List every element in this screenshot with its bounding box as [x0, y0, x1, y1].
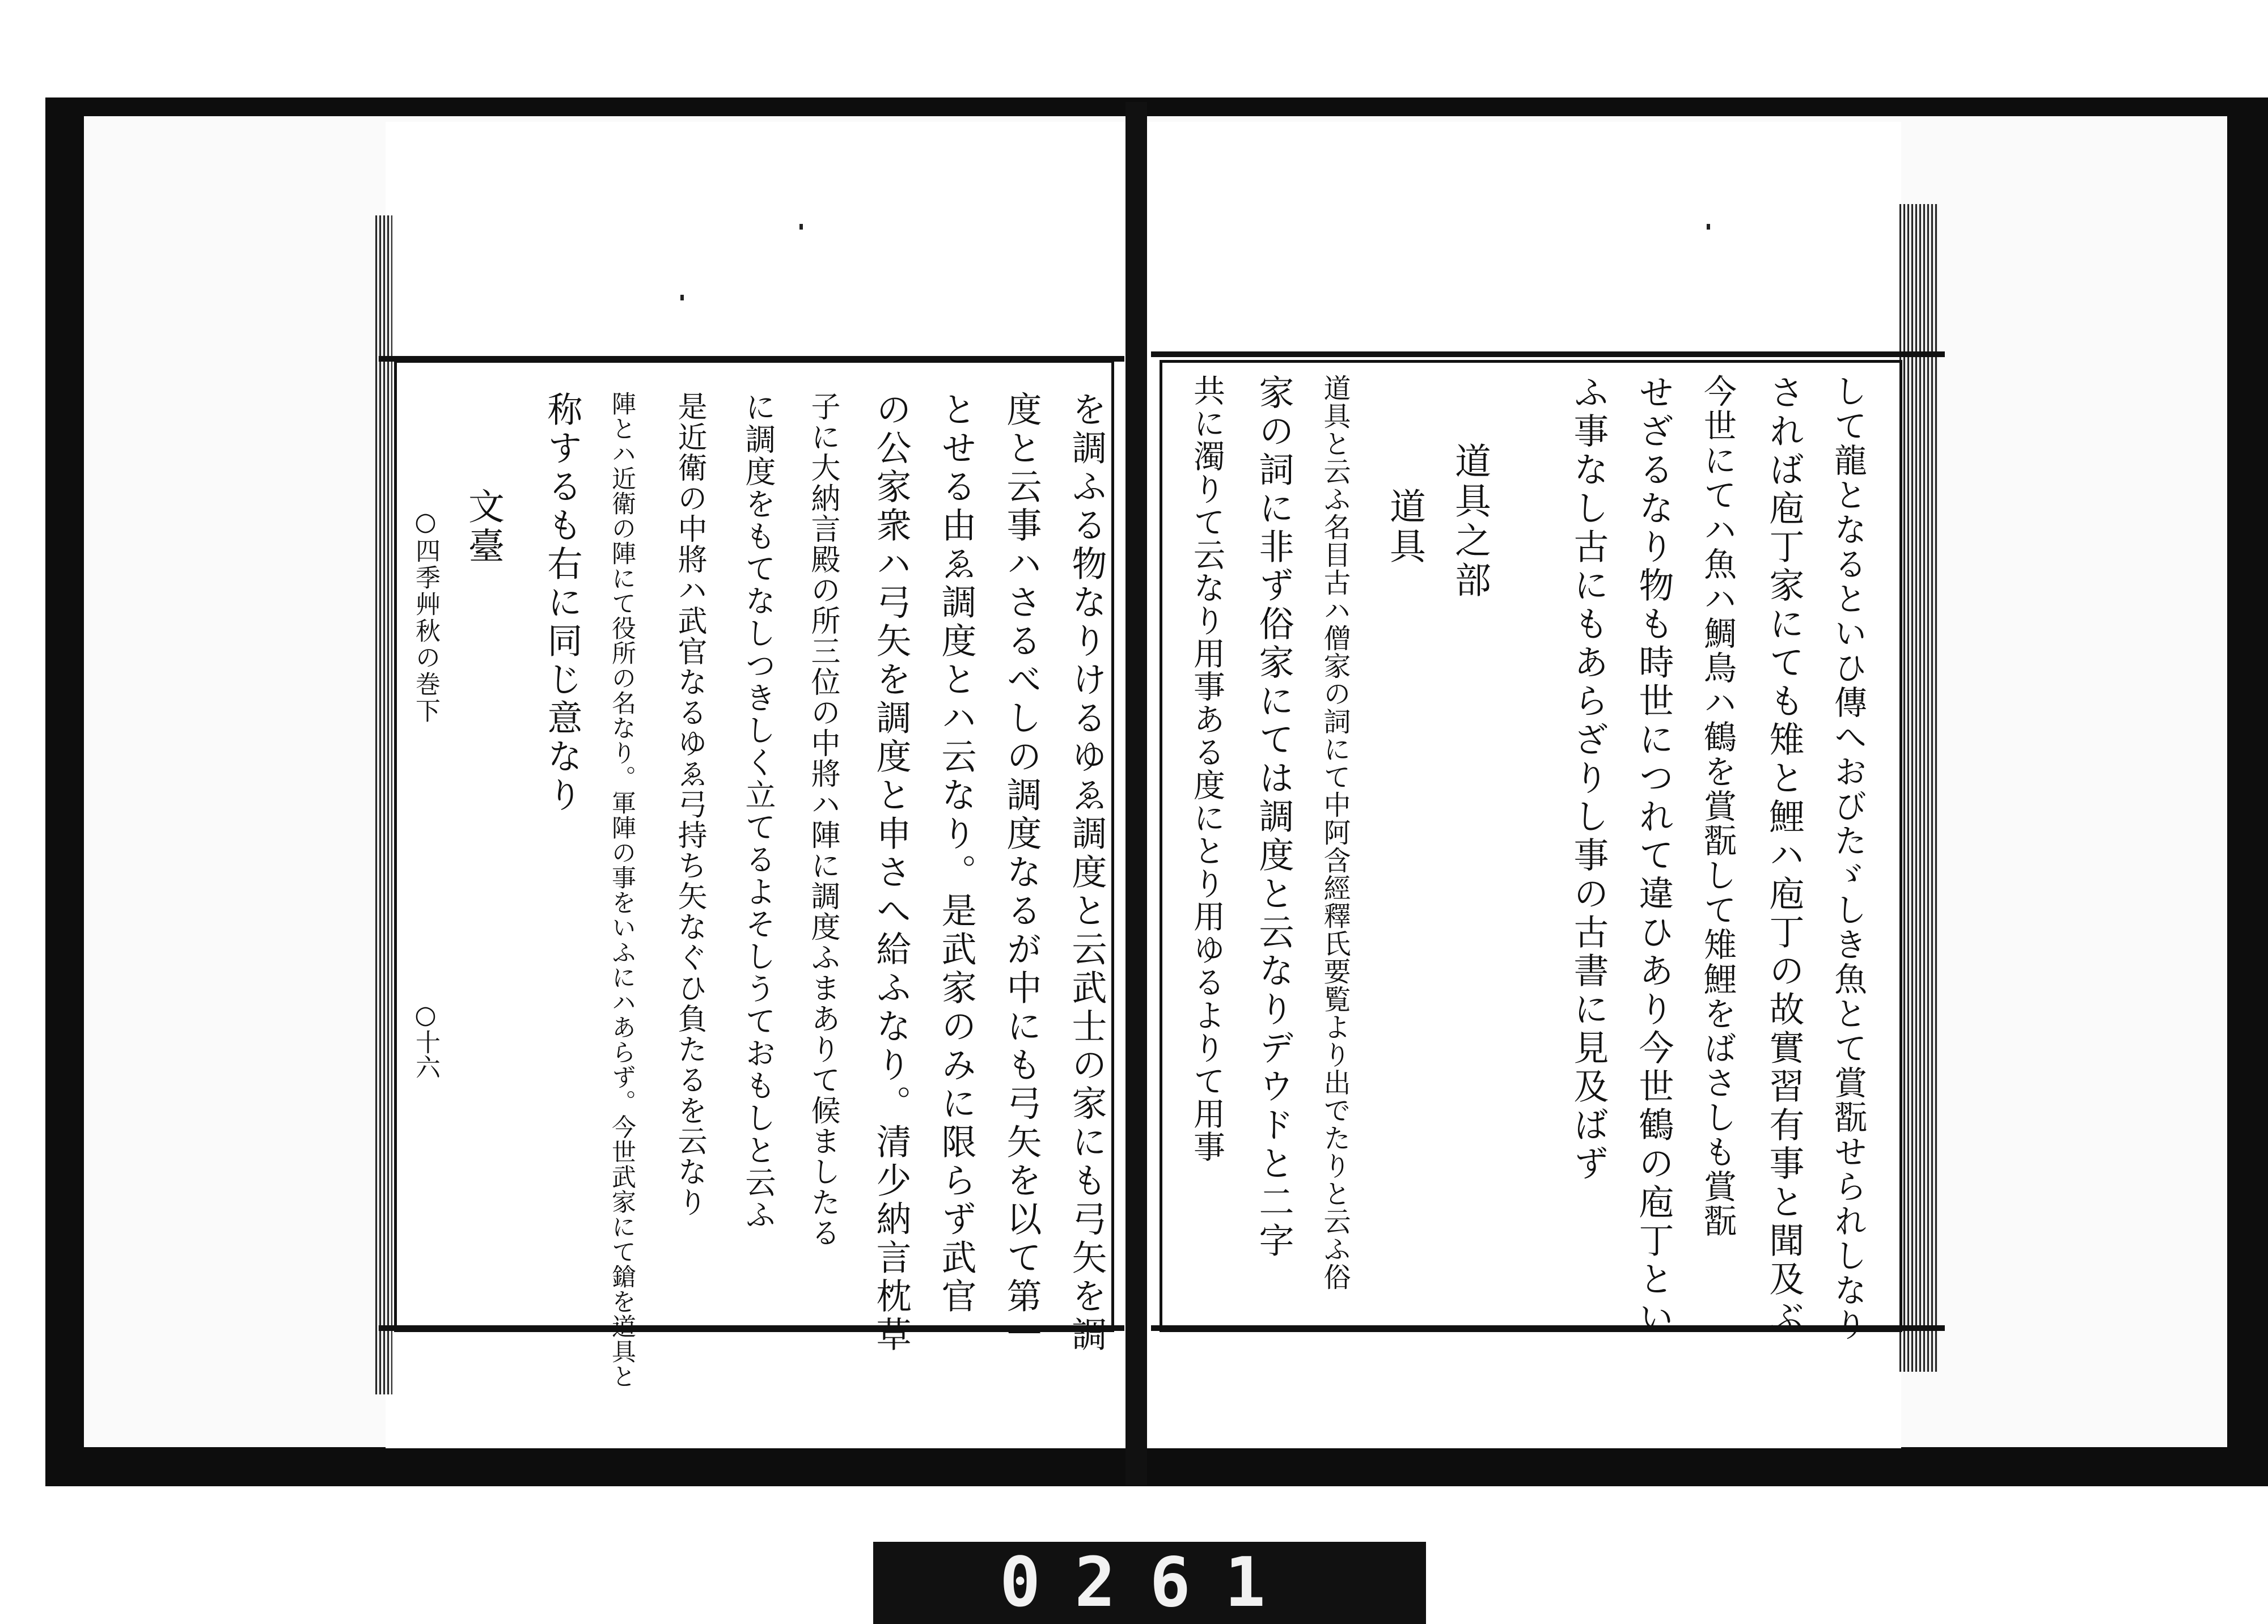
right-col-3: 今世にてハ魚ハ鯛鳥ハ鶴を賞翫して雉鯉をばさしも賞翫 [1698, 374, 1737, 1239]
right-col-1: して龍となるといひ傳へおびたゞしき魚とて賞翫せられしなり [1829, 374, 1867, 1342]
left-col-2: 度と云事ハさるべしの調度なるが中にも弓矢を以て第一 [1001, 391, 1042, 1355]
left-col-1: を調ふる物なりけるゆゑ調度と云武士の家にも弓矢を調 [1066, 391, 1107, 1355]
archive-number-stamp [873, 1542, 1426, 1624]
left-col-5: 子に大納言殿の所三位の中將ハ陣に調度ふまありて候ましたる [806, 391, 840, 1248]
margin-title: ○四季艸秋の巻下 [411, 507, 440, 724]
speck [799, 224, 803, 230]
left-col-4: の公家衆ハ弓矢を調度と申さへ給ふなり。清少納言枕草 [870, 391, 912, 1355]
book-gutter [1125, 102, 1147, 1485]
subheading-dougu: 道具 [1383, 487, 1425, 567]
right-col-10: 共に濁りて云なり用事ある度にとり用ゆるよりて用事 [1188, 374, 1225, 1163]
right-page-edge [1899, 204, 1938, 1372]
right-col-9: 家の詞に非ず俗家にては調度と云なりデウドと二字 [1253, 374, 1294, 1261]
right-col-5: ふ事なし古にもあらざりし事の古書に見及ばず [1568, 374, 1609, 1184]
section-heading-dougu-no-bu: 道具之部 [1449, 442, 1491, 601]
left-page-edge [375, 215, 392, 1394]
speck [680, 295, 684, 300]
archive-number: 0261 [1000, 1544, 1300, 1622]
left-top-rule [379, 356, 1124, 362]
right-bottom-rule [1151, 1325, 1945, 1331]
left-col-6: に調度をもてなしつきしく立てるよそしうておもしと云ふ [741, 391, 776, 1231]
left-col-8: 陣とハ近衛の陣にて役所の名なり。軍陣の事をいふにハあらず。今世武家にて鎗を道具と [608, 391, 636, 1389]
left-col-7: 是近衛の中將ハ武官なるゆゑ弓持ち矢なぐひ負たるを云なり [672, 391, 706, 1218]
left-col-3: とせる由ゑ調度とハ云なり。是武家のみに限らず武官 [936, 391, 977, 1316]
left-heading-bundai: 文臺 [462, 487, 504, 567]
right-top-rule [1151, 351, 1945, 357]
right-col-2: されば庖丁家にても雉と鯉ハ庖丁の故實習有事と聞及ぶ [1763, 374, 1805, 1338]
page-number: ○十六 [411, 1000, 440, 1079]
left-col-9: 称するも右に同じ意なり [541, 391, 583, 815]
right-col-4: せざるなり物も時世につれて違ひあり今世鶴の庖丁とい [1633, 374, 1674, 1338]
speck [1707, 224, 1710, 230]
right-col-8: 道具と云ふ名目古ハ僧家の詞にて中阿含經釋氏要覧より出でたりと云ふ俗 [1319, 374, 1351, 1291]
